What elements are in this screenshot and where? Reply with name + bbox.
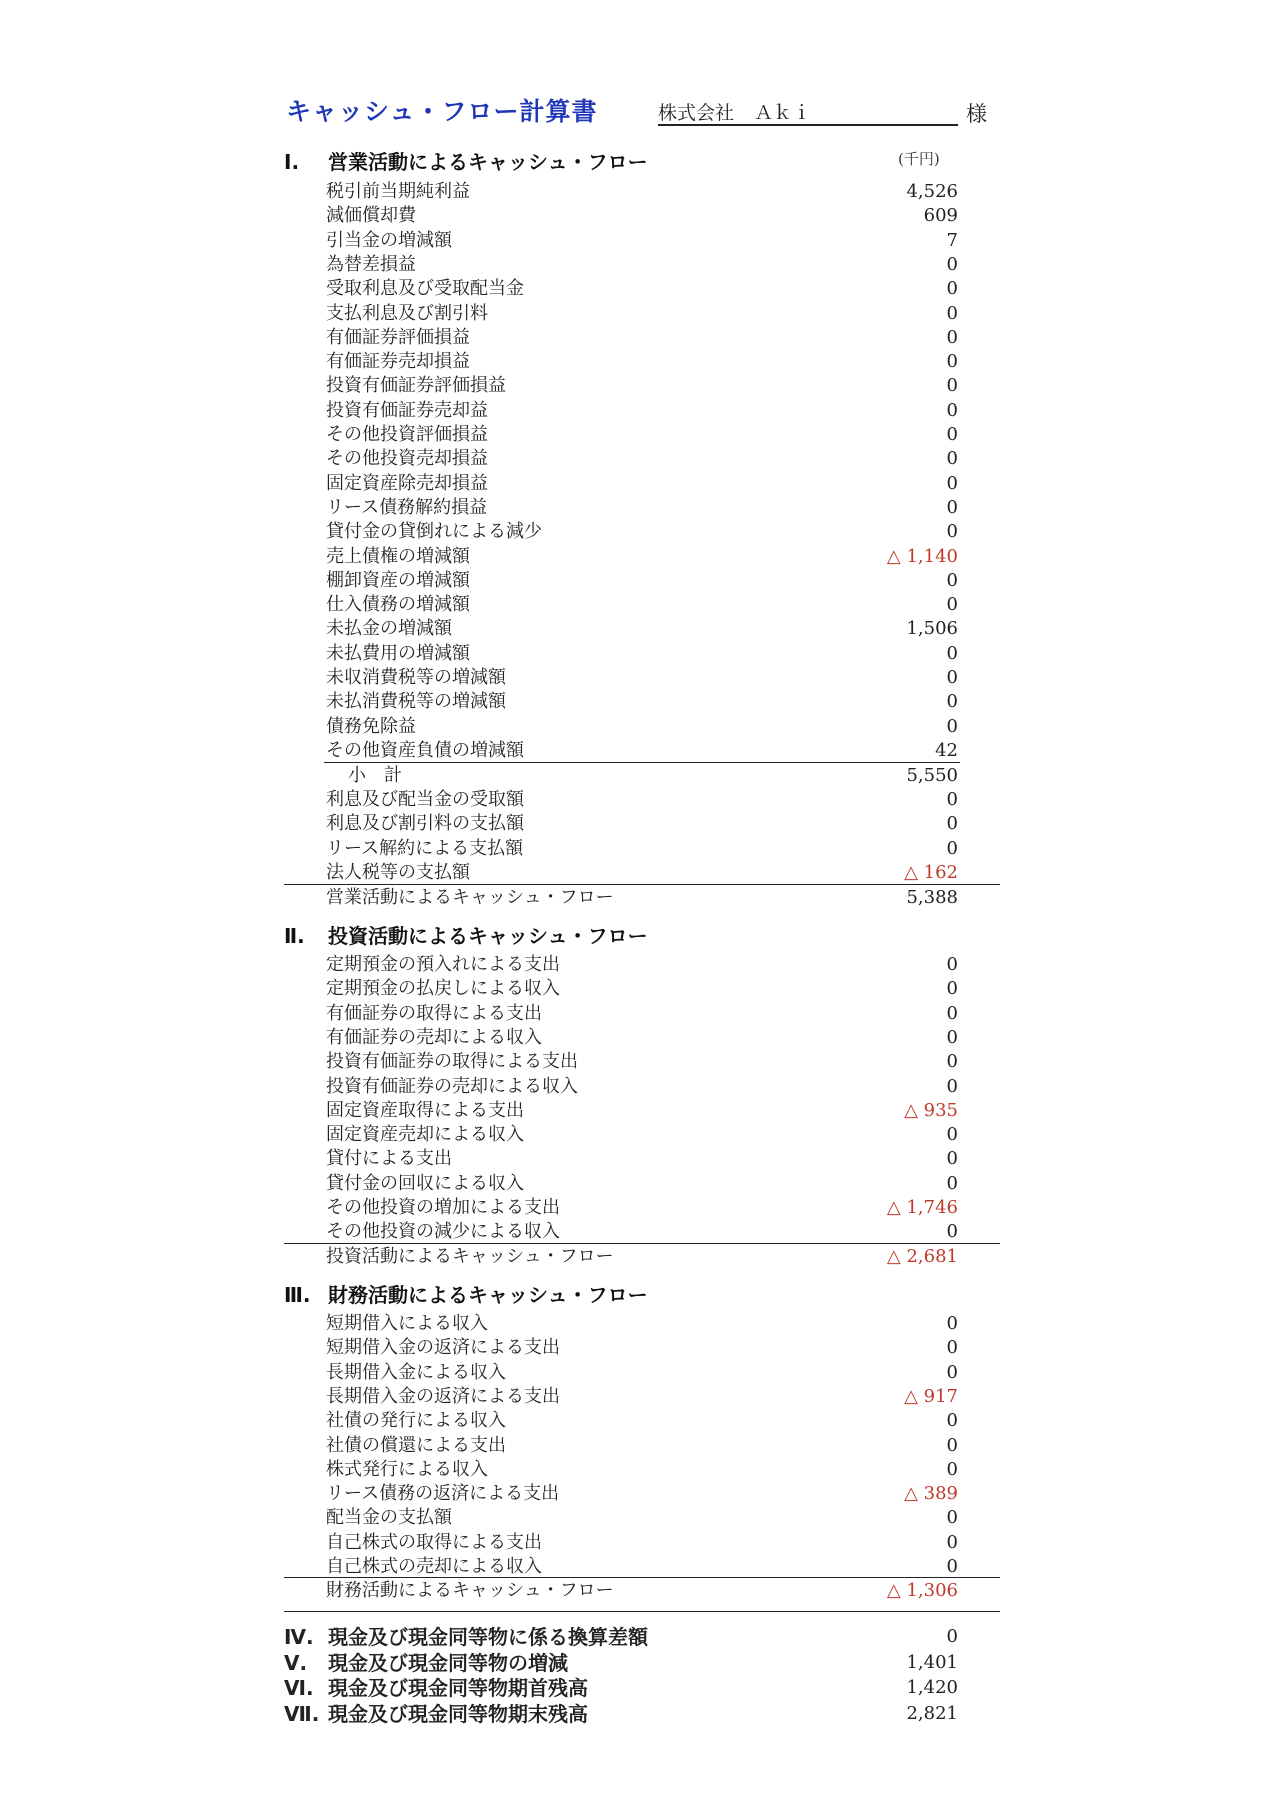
operating-item-value: 0: [946, 667, 958, 688]
operating-item-label: 未収消費税等の増減額: [326, 667, 506, 688]
operating-item-label: 利息及び配当金の受取額: [326, 789, 524, 810]
operating-item-label: その他投資評価損益: [326, 424, 488, 445]
operating-item-value: 0: [946, 569, 958, 591]
operating-item-value: 0: [946, 424, 958, 445]
investing-item-row: [326, 1220, 958, 1244]
financing-item-value: 0: [946, 1361, 958, 1383]
investing-item-value: △ 1,746: [886, 1197, 958, 1218]
summary-title: 現金及び現金同等物の増減: [328, 1650, 568, 1675]
financing-item-value: 0: [946, 1556, 958, 1577]
investing-item-label: 有価証券の取得による支出: [326, 1002, 542, 1024]
financing-item-label: 自己株式の取得による支出: [326, 1531, 542, 1553]
financing-item-label: 配当金の支払額: [326, 1507, 452, 1529]
operating-item-row: [326, 374, 958, 398]
investing-item-value: 0: [946, 1051, 958, 1073]
operating-item-value: 0: [946, 789, 958, 810]
unit-label: (千円): [898, 150, 940, 168]
summary-value: 2,821: [906, 1702, 958, 1724]
operating-item-value: 0: [946, 594, 958, 616]
subtotal-row: [326, 764, 958, 788]
operating-item-value: 0: [946, 351, 958, 373]
financing-total-row: [326, 1579, 958, 1603]
investing-item-label: 定期預金の払戻しによる収入: [326, 978, 560, 1000]
operating-item-value: 0: [946, 326, 958, 348]
investing-item-label: 貸付による支出: [326, 1148, 452, 1170]
operating-item-row: [326, 204, 958, 228]
summary-divider: [284, 1611, 1000, 1612]
summary-row: [284, 1650, 958, 1676]
operating-item-label: 仕入債務の増減額: [326, 594, 470, 616]
financing-item-value: 0: [946, 1337, 958, 1359]
summary-number: Ⅳ.: [284, 1625, 314, 1649]
financing-total-value: △ 1,306: [886, 1580, 958, 1601]
summary-title: 現金及び現金同等物期首残高: [328, 1676, 588, 1700]
operating-item-row: [326, 277, 958, 301]
operating-item-label: 有価証券評価損益: [326, 326, 470, 348]
operating-item-label: 未払消費税等の増減額: [326, 691, 506, 713]
financing-item-row: [326, 1531, 958, 1555]
summary-row: [284, 1701, 958, 1727]
financing-item-label: 社債の償還による支出: [326, 1434, 506, 1456]
operating-item-value: 0: [946, 715, 958, 737]
financing-item-value: △ 917: [904, 1385, 958, 1407]
financing-item-label: 自己株式の売却による収入: [326, 1556, 542, 1577]
operating-item-row: [326, 642, 958, 666]
operating-item-label: 投資有価証券売却益: [326, 399, 488, 421]
operating-item-row: [326, 520, 958, 544]
company-field: [658, 98, 958, 126]
operating-item-row: [326, 715, 958, 739]
summary-title: 現金及び現金同等物期末残高: [328, 1701, 588, 1726]
investing-item-value: 0: [946, 1148, 958, 1170]
summary-number: Ⅴ.: [284, 1650, 308, 1675]
investing-item-row: [326, 1147, 958, 1171]
operating-item-row: [326, 253, 958, 277]
investing-item-label: 固定資産売却による収入: [326, 1124, 524, 1146]
operating-item-value: 0: [946, 448, 958, 470]
investing-item-row: [326, 1123, 958, 1147]
financing-item-label: 長期借入金の返済による支出: [326, 1385, 560, 1407]
operating-item-row: [326, 739, 958, 763]
operating-total-line: [284, 884, 1000, 885]
operating-item-row: [326, 180, 958, 204]
operating-item-row: [326, 837, 958, 861]
section-title: 営業活動によるキャッシュ・フロー: [328, 150, 648, 174]
summary-value: 1,420: [906, 1677, 958, 1698]
summary-title: 現金及び現金同等物に係る換算差額: [328, 1625, 648, 1649]
investing-item-label: 投資有価証券の売却による収入: [326, 1075, 578, 1097]
financing-item-label: リース債務の返済による支出: [326, 1483, 560, 1505]
operating-item-label: 棚卸資産の増減額: [326, 569, 470, 591]
financing-item-row: [326, 1409, 958, 1433]
operating-item-row: [326, 569, 958, 593]
operating-item-value: 0: [946, 691, 958, 713]
investing-total-value: △ 2,681: [886, 1246, 958, 1267]
section-title: 投資活動によるキャッシュ・フロー: [328, 924, 648, 948]
investing-item-label: 投資有価証券の取得による支出: [326, 1051, 578, 1073]
financing-item-value: 0: [946, 1313, 958, 1334]
operating-item-label: 税引前当期純利益: [326, 181, 470, 202]
financing-item-label: 長期借入金による収入: [326, 1361, 506, 1383]
financing-item-value: △ 389: [904, 1483, 958, 1505]
summary-row: [284, 1624, 958, 1650]
financing-item-row: [326, 1506, 958, 1530]
operating-item-label: その他資産負債の増減額: [326, 739, 524, 761]
operating-item-row: [326, 666, 958, 690]
operating-item-row: [326, 617, 958, 641]
financing-total-label: 財務活動によるキャッシュ・フロー: [326, 1580, 614, 1601]
operating-item-value: 0: [946, 253, 958, 275]
operating-item-value: 0: [946, 813, 958, 835]
summary-number: Ⅶ.: [284, 1701, 320, 1726]
investing-item-value: 0: [946, 1172, 958, 1194]
summary-number: Ⅵ.: [284, 1676, 314, 1700]
operating-item-label: 未払費用の増減額: [326, 642, 470, 664]
investing-item-value: 0: [946, 1026, 958, 1048]
operating-item-label: 債務免除益: [326, 715, 416, 737]
financing-item-row: [326, 1385, 958, 1409]
section-title: 財務活動によるキャッシュ・フロー: [328, 1283, 648, 1307]
investing-total-row: [326, 1245, 958, 1269]
operating-item-value: 609: [923, 205, 958, 227]
honorific: 様: [966, 102, 987, 126]
financing-item-row: [326, 1458, 958, 1482]
operating-item-value: 0: [946, 472, 958, 494]
summary-value: 0: [946, 1626, 958, 1647]
operating-item-label: 売上債権の増減額: [326, 545, 470, 567]
operating-item-row: [326, 861, 958, 885]
operating-item-value: 42: [935, 739, 958, 761]
operating-item-row: [326, 593, 958, 617]
operating-item-value: 0: [946, 837, 958, 859]
investing-item-value: 0: [946, 1002, 958, 1024]
investing-item-label: 固定資産取得による支出: [326, 1099, 524, 1121]
investing-item-row: [326, 1002, 958, 1026]
operating-item-row: [326, 399, 958, 423]
operating-item-value: 0: [946, 399, 958, 421]
operating-item-row: [326, 302, 958, 326]
operating-item-row: [326, 229, 958, 253]
investing-item-label: 貸付金の回収による収入: [326, 1172, 524, 1194]
statement-title: キャッシュ・フロー計算書: [286, 97, 598, 126]
operating-item-label: 未払金の増減額: [326, 618, 452, 640]
operating-item-label: 固定資産除売却損益: [326, 472, 488, 494]
section-financing-heading: [284, 1279, 648, 1308]
company-prefix: 株式会社: [658, 102, 735, 124]
financing-item-row: [326, 1312, 958, 1336]
operating-item-row: [326, 423, 958, 447]
financing-item-row: [326, 1336, 958, 1360]
section-number: Ⅰ.: [284, 150, 300, 174]
operating-item-value: 7: [946, 229, 958, 251]
summary-label: [284, 1624, 648, 1650]
operating-item-label: その他投資売却損益: [326, 448, 488, 470]
financing-item-row: [326, 1361, 958, 1385]
operating-item-value: 0: [946, 496, 958, 518]
investing-item-row: [326, 1196, 958, 1220]
operating-total-value: 5,388: [906, 887, 958, 908]
section-number: Ⅲ.: [284, 1283, 311, 1307]
operating-item-row: [326, 812, 958, 836]
investing-item-row: [326, 977, 958, 1001]
operating-item-row: [326, 326, 958, 350]
investing-item-value: 0: [946, 1221, 958, 1243]
operating-item-label: 為替差損益: [326, 253, 416, 275]
investing-item-value: 0: [946, 1075, 958, 1097]
operating-total-label: 営業活動によるキャッシュ・フロー: [326, 887, 614, 908]
subtotal-line: [324, 762, 960, 763]
financing-item-value: 0: [946, 1410, 958, 1432]
operating-item-row: [326, 447, 958, 471]
financing-item-row: [326, 1434, 958, 1458]
financing-item-value: 0: [946, 1458, 958, 1480]
operating-item-value: 1,506: [906, 618, 958, 640]
summary-label: [284, 1650, 568, 1676]
investing-item-label: 定期預金の預入れによる支出: [326, 954, 560, 975]
operating-item-value: 0: [946, 375, 958, 397]
operating-item-value: 0: [946, 642, 958, 664]
operating-item-label: リース解約による支払額: [326, 837, 524, 859]
investing-item-value: 0: [946, 1124, 958, 1146]
financing-item-label: 株式発行による収入: [326, 1458, 488, 1480]
operating-item-label: 支払利息及び割引料: [326, 302, 488, 324]
investing-item-label: その他投資の減少による収入: [326, 1221, 560, 1243]
operating-item-row: [326, 545, 958, 569]
investing-item-label: その他投資の増加による支出: [326, 1197, 560, 1218]
subtotal-label: 小 計: [348, 765, 402, 786]
operating-item-value: 4,526: [906, 181, 958, 202]
investing-item-row: [326, 1050, 958, 1074]
section-number: Ⅱ.: [284, 924, 305, 948]
operating-item-row: [326, 788, 958, 812]
operating-item-row: [326, 496, 958, 520]
summary-label: [284, 1701, 588, 1727]
operating-item-label: 引当金の増減額: [326, 229, 452, 251]
operating-item-row: [326, 690, 958, 714]
operating-item-value: 0: [946, 302, 958, 324]
financing-item-label: 短期借入による収入: [326, 1313, 488, 1334]
operating-item-label: 利息及び割引料の支払額: [326, 813, 524, 835]
company-name: Ａｋｉ: [754, 102, 812, 124]
operating-total-row: [326, 886, 958, 910]
investing-total-label: 投資活動によるキャッシュ・フロー: [326, 1246, 614, 1267]
operating-item-label: 法人税等の支払額: [326, 861, 470, 883]
investing-item-value: 0: [946, 954, 958, 975]
operating-item-label: 貸付金の貸倒れによる減少: [326, 521, 542, 543]
financing-item-row: [326, 1482, 958, 1506]
investing-item-label: 有価証券の売却による収入: [326, 1026, 542, 1048]
investing-item-value: 0: [946, 978, 958, 1000]
operating-item-value: △ 1,140: [886, 545, 958, 567]
operating-item-label: 有価証券売却損益: [326, 351, 470, 373]
operating-item-row: [326, 472, 958, 496]
investing-item-row: [326, 1172, 958, 1196]
operating-item-value: 0: [946, 521, 958, 543]
operating-item-label: リース債務解約損益: [326, 496, 488, 518]
investing-item-row: [326, 953, 958, 977]
summary-row: [284, 1675, 958, 1701]
summary-value: 1,401: [906, 1651, 958, 1673]
investing-item-row: [326, 1026, 958, 1050]
investing-item-row: [326, 1099, 958, 1123]
financing-item-value: 0: [946, 1434, 958, 1456]
investing-total-line: [284, 1243, 1000, 1244]
financing-item-row: [326, 1555, 958, 1579]
section-investing-heading: [284, 920, 648, 949]
operating-item-value: △ 162: [904, 861, 958, 883]
summary-label: [284, 1675, 588, 1701]
operating-item-label: 受取利息及び受取配当金: [326, 278, 524, 300]
investing-item-row: [326, 1075, 958, 1099]
financing-item-value: 0: [946, 1507, 958, 1529]
subtotal-value: 5,550: [906, 765, 958, 786]
operating-item-row: [326, 350, 958, 374]
financing-total-line: [284, 1577, 1000, 1578]
operating-item-label: 投資有価証券評価損益: [326, 375, 506, 397]
financing-item-label: 短期借入金の返済による支出: [326, 1337, 560, 1359]
investing-item-value: △ 935: [904, 1099, 958, 1121]
operating-item-label: 減価償却費: [326, 205, 416, 227]
section-operating-heading: [284, 146, 648, 175]
financing-item-value: 0: [946, 1531, 958, 1553]
financing-item-label: 社債の発行による収入: [326, 1410, 506, 1432]
operating-item-value: 0: [946, 278, 958, 300]
